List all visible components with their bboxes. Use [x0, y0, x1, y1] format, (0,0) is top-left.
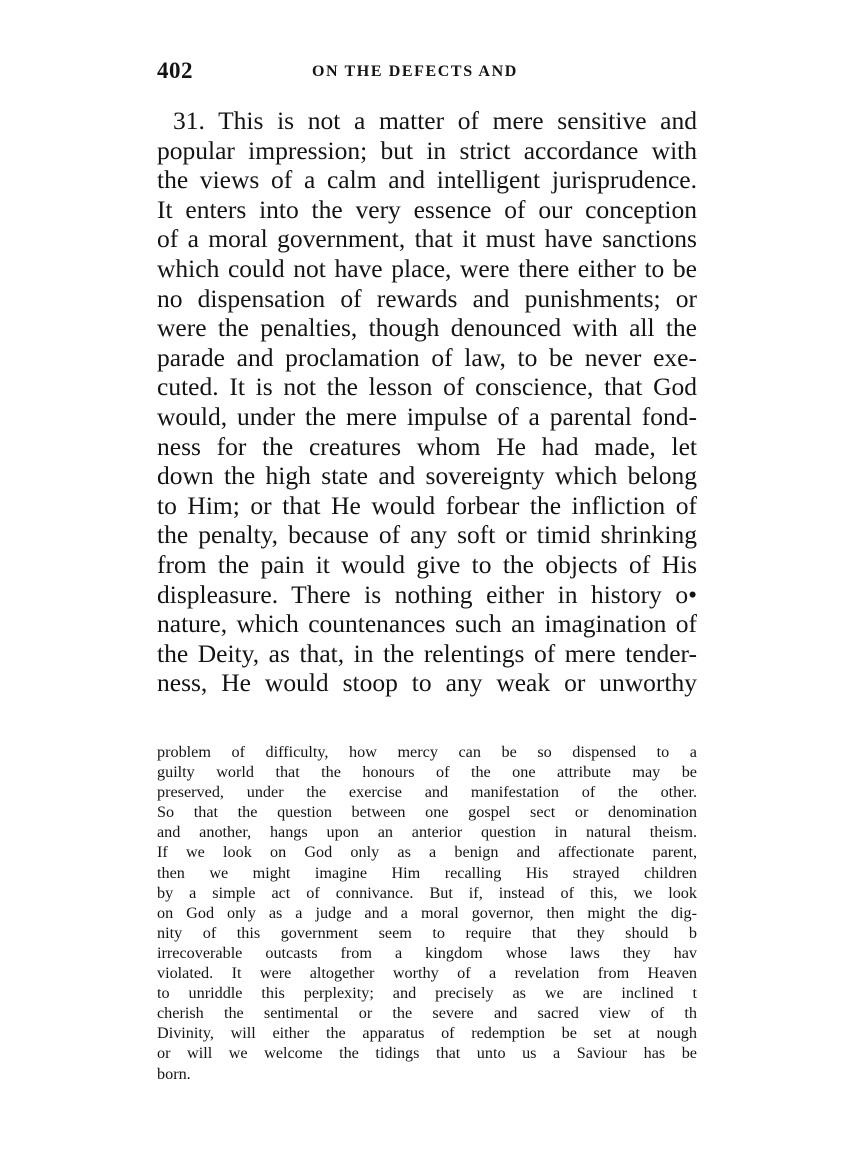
footnote-line: to unriddle this perplexity; and precisely as we are inclined t [157, 984, 697, 1003]
footnote-line: guilty world that the honours of the one attribute may be [157, 763, 697, 782]
body-text [157, 106, 697, 698]
body-line: ness, He would stoop to any weak or unworthy [157, 668, 697, 698]
running-head [157, 58, 697, 88]
body-line: the penalty, because of any soft or timid shrinking [157, 520, 697, 550]
body-line: the views of a calm and intelligent jurisprudence. [157, 165, 697, 195]
footnote-line: preserved, under the exercise and manifestation of the other. [157, 783, 697, 802]
body-line: no dispensation of rewards and punishments; or [157, 283, 697, 313]
body-line: the Deity, as that, in the relentings of mere tender- [157, 638, 697, 668]
body-line: to Him; or that He would forbear the infliction of [157, 490, 697, 520]
body-line: were the penalties, though denounced with all the [157, 313, 697, 343]
body-line: would, under the mere impulse of a parental fond- [157, 401, 697, 431]
footnote-line: born. [157, 1064, 191, 1083]
footnote-line: Divinity, will either the apparatus of redemption be set at nough [157, 1024, 697, 1043]
footnote-line: then we might imagine Him recalling His strayed children [157, 863, 697, 882]
body-line: which could not have place, were there either to be [157, 253, 697, 283]
footnote-line: violated. It were altogether worthy of a revelation from Heaven [157, 964, 697, 983]
footnote [157, 742, 697, 1084]
body-line: It enters into the very essence of our conception [157, 194, 697, 224]
body-line: cuted. It is not the lesson of conscience, that God [157, 372, 697, 402]
body-line: displeasure. There is nothing either in history o• [157, 579, 697, 609]
running-title: ON THE DEFECTS AND [312, 63, 518, 80]
body-line: 31. This is not a matter of mere sensitive and [173, 106, 697, 135]
body-line: of a moral government, that it must have sanctions [157, 224, 697, 254]
footnote-line: on God only as a judge and a moral governor, then might the dig- [157, 903, 697, 922]
footnote-line: irrecoverable outcasts from a kingdom whose laws they hav [157, 943, 697, 962]
footnote-line: problem of difficulty, how mercy can be so dispensed to a [157, 743, 697, 761]
footnote-line: or will we welcome the tidings that unto us a Saviour has be [157, 1044, 697, 1063]
body-line: nature, which countenances such an imagination of [157, 609, 697, 639]
footnote-line: by a simple act of connivance. But if, instead of this, we look [157, 883, 697, 902]
footnote-line: cherish the sentimental or the severe and sacred view of th [157, 1004, 697, 1023]
page-number: 402 [157, 58, 193, 83]
body-line: parade and proclamation of law, to be never exe- [157, 342, 697, 372]
footnote-line: nity of this government seem to require that they should b [157, 923, 697, 942]
body-line: ness for the creatures whom He had made, let [157, 431, 697, 461]
footnote-line: So that the question between one gospel sect or denomination [157, 803, 697, 822]
footnote-line: and another, hangs upon an anterior question in natural theism. [157, 823, 697, 842]
footnote-line: If we look on God only as a benign and affectionate parent, [157, 843, 697, 862]
body-line: from the pain it would give to the objects of His [157, 549, 697, 579]
body-line: down the high state and sovereignty which belong [157, 461, 697, 491]
body-line: popular impression; but in strict accordance with [157, 135, 697, 165]
